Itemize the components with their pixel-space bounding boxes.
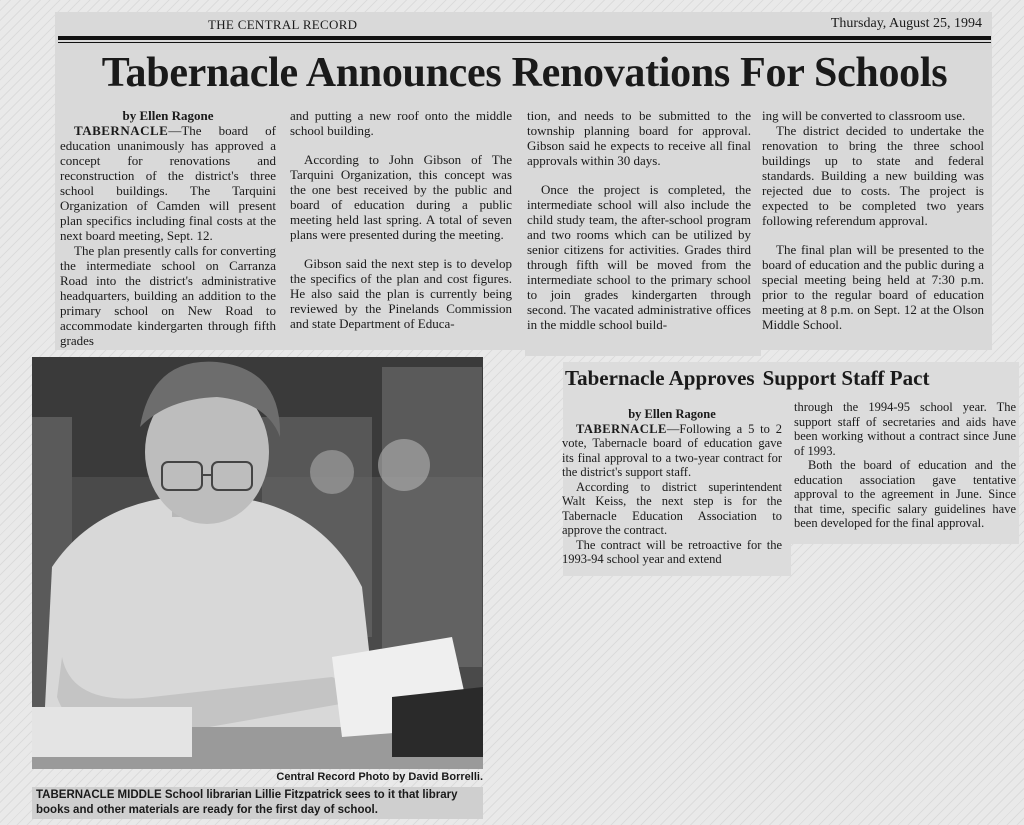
paragraph: —Following a 5 to 2 vote, Tabernacle board of education gave its final approval to a two-year contract for the district's support staff.	[562, 421, 782, 479]
headline-2-part-b: Support Staff Pact	[762, 366, 930, 390]
paragraph: The district decided to undertake the renovation to bring the three school buildings up to state and federal standards. Building a new building was rejected due to costs. The project is expected to be completed two years following referendum approval.	[762, 123, 984, 228]
paragraph: The contract will be retroactive for the 1993-94 school year and extend	[562, 537, 782, 566]
issue-date: Thursday, August 25, 1994	[830, 16, 982, 31]
dateline-2: TABERNACLE	[576, 421, 667, 436]
paragraph: through the 1994-95 school year. The support staff of secretaries and aids have been working without a contract since June of 1993.	[794, 400, 1016, 458]
headline-2-part-a: Tabernacle Approves	[565, 366, 755, 390]
paragraph: and putting a new roof onto the middle school building.	[290, 108, 512, 138]
article-column-1	[60, 108, 276, 348]
librarian-photo	[32, 357, 483, 769]
masthead-rule-thick	[58, 36, 991, 40]
paper-name: THE CENTRAL RECORD	[208, 17, 358, 32]
paragraph: Both the board of education and the education association gave tentative approval to the agreement in June. Since that time, specific salary guidelines have been developed for the final approval.	[794, 458, 1016, 530]
paragraph: Gibson said the next step is to develop the specifics of the plan and cost figures. He also said the plan is currently being reviewed by the Pinelands Commission and state Department of Educa-	[290, 256, 512, 331]
paragraph: ing will be converted to classroom use.	[762, 108, 966, 123]
masthead-rule-thin	[58, 42, 991, 43]
paragraph: tion, and needs to be submitted to the township planning board for approval. Gibson said he expects to receive all final approvals within 30 days.	[527, 108, 751, 168]
photo-illustration	[32, 357, 483, 769]
byline-2: by Ellen Ragone	[628, 407, 716, 421]
byline: by Ellen Ragone	[122, 108, 214, 123]
paragraph: According to district superintendent Walt Keiss, the next step is for the Tabernacle Education Association to approve the contract.	[562, 479, 782, 537]
paragraph: —The board of education unanimously has approved a concept for renovations and reconstruction of the district's three school buildings. The Tarquini Organization of Camden will present plan specifics including final costs at the next board meeting, Sept. 12.	[60, 123, 276, 243]
headline: Tabernacle Announces Renovations For Schools	[101, 50, 948, 96]
paragraph: The plan presently calls for converting the intermediate school on Carranza Road into the district's administrative headquarters, building an addition to the primary school on New Road to accommodate kindergarten through fifth grades	[60, 243, 276, 348]
article-column-3	[527, 108, 751, 332]
photo-caption: TABERNACLE MIDDLE School librarian Lillie Fitzpatrick sees to it that library books and other materials are ready for the first day of school.	[32, 787, 483, 819]
article-column-2	[290, 108, 512, 331]
article-clipping-tab	[525, 340, 761, 356]
article2-column-2	[794, 400, 1016, 531]
headline-2	[565, 365, 1019, 391]
paragraph: According to John Gibson of The Tarquini Organization, this concept was the one best received by the public and board of education during a public meeting held last spring. A total of seven plans were presented during the meeting.	[290, 152, 512, 242]
article-column-4	[762, 108, 984, 332]
photo-credit: Central Record Photo by David Borrelli.	[276, 771, 483, 783]
masthead	[60, 14, 990, 36]
article2-column-1	[562, 407, 782, 567]
paragraph: Once the project is completed, the intermediate school will also include the child study team, the after-school program and two rooms which can be utilized by senior citizens for activities. Grades third through fifth will be moved from the intermediate school to the primary school to join grades kindergarten through second. The vacated administrative offices in the middle school build-	[527, 182, 751, 332]
paragraph: The final plan will be presented to the board of education and the public during a special meeting being held at 7:30 p.m. prior to the regular board of education meeting at 8 p.m. on Sept. 12 at the Olson Middle School.	[762, 242, 984, 332]
dateline: TABERNACLE	[74, 123, 169, 138]
